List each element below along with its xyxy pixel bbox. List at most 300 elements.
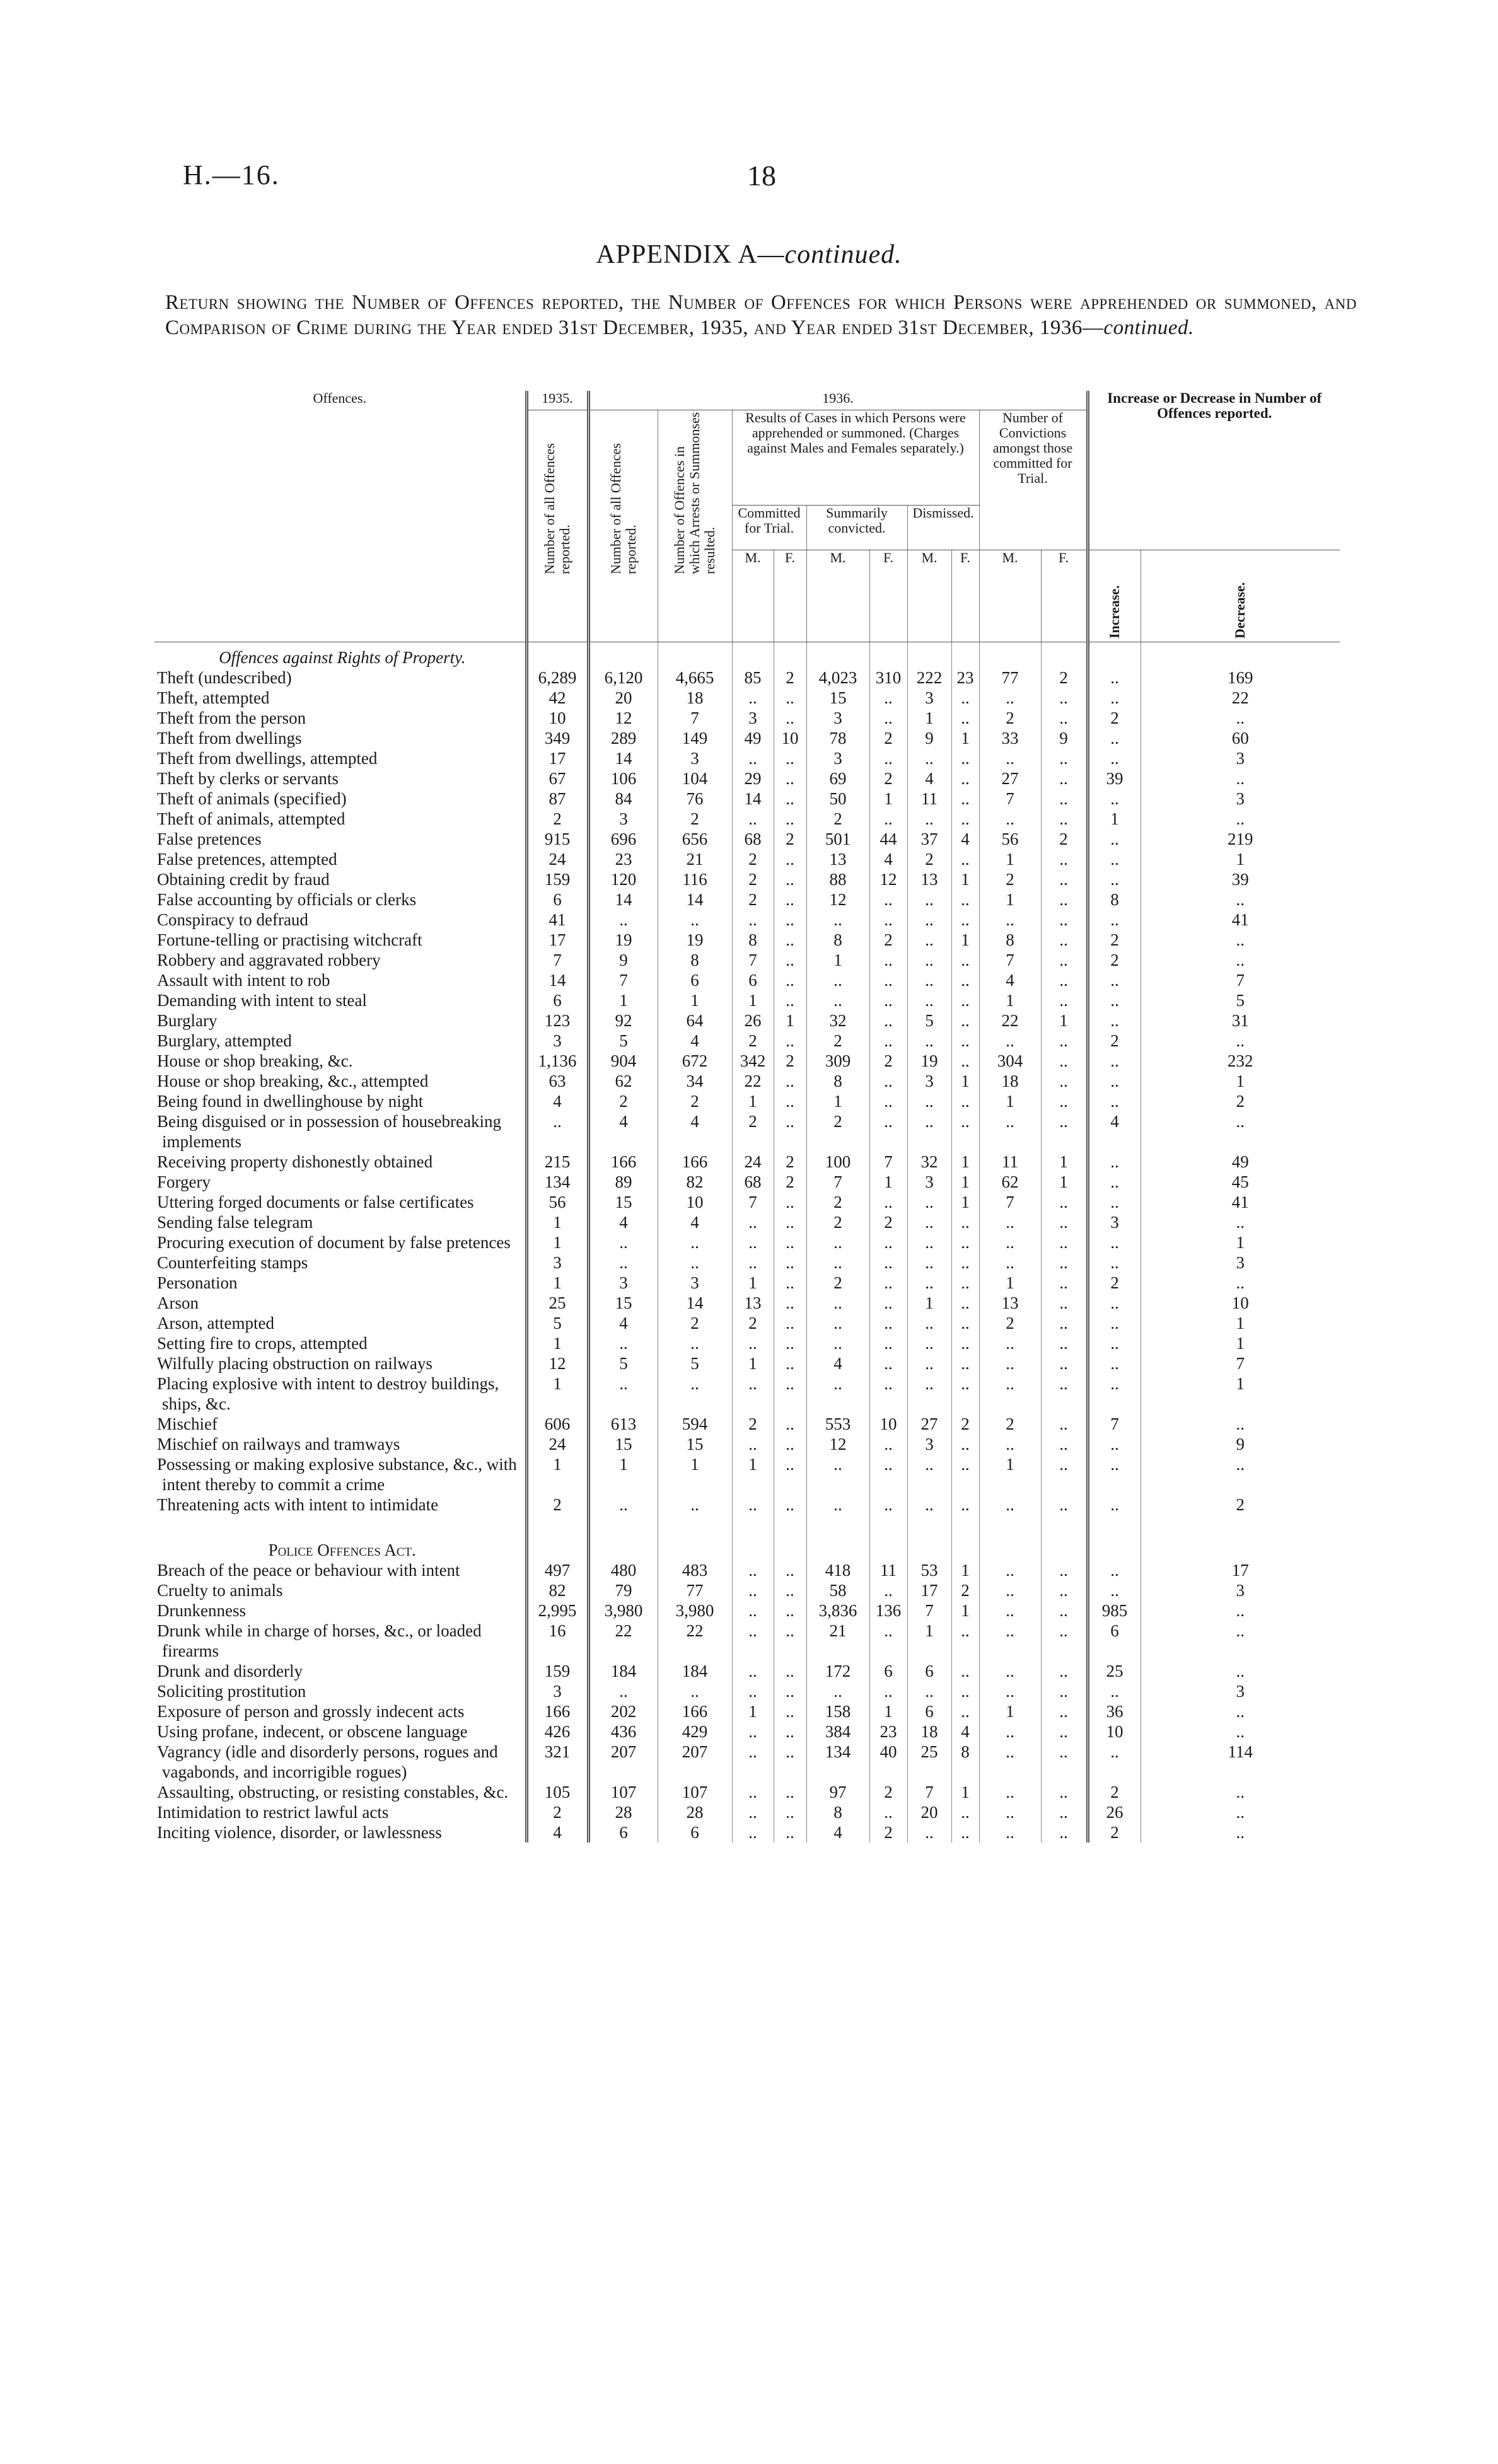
table-cell: .. (774, 1454, 806, 1495)
dismissed-header: Dismissed. (907, 506, 979, 550)
table-cell: 32 (806, 1010, 869, 1031)
table-cell: .. (1041, 789, 1088, 809)
table-cell: 656 (658, 829, 732, 849)
table-cell: 501 (806, 829, 869, 849)
table-row (154, 1333, 1340, 1353)
table-cell: .. (806, 1252, 869, 1273)
table-cell: 7 (907, 1782, 951, 1802)
table-cell: .. (907, 1111, 951, 1152)
table-cell: 8 (806, 1071, 869, 1091)
reported-1936-header: Number of all Offences reported. (588, 410, 658, 642)
offence-name: Arson, attempted (157, 1314, 274, 1333)
table-cell: .. (907, 1212, 951, 1232)
table-cell: .. (806, 1333, 869, 1353)
table-cell: 7 (732, 950, 774, 970)
table-cell: .. (732, 910, 774, 930)
table-cell: .. (732, 1374, 774, 1414)
table-cell: 2 (951, 1580, 979, 1600)
table-cell: .. (951, 1273, 979, 1293)
table-cell: .. (1141, 930, 1340, 950)
table-cell: .. (1088, 1232, 1141, 1252)
table-cell: 24 (526, 1434, 588, 1454)
table-cell: 10 (526, 708, 588, 728)
table-row (154, 1414, 1340, 1434)
table-cell: 4 (806, 1353, 869, 1374)
table-cell: .. (1088, 1293, 1141, 1313)
table-cell: .. (1041, 1802, 1088, 1822)
table-cell: 8 (732, 930, 774, 950)
table-cell: .. (774, 1031, 806, 1051)
table-cell: .. (907, 1454, 951, 1495)
table-cell: .. (951, 768, 979, 789)
page-identifier: H.—16. (183, 159, 280, 190)
table-cell: 1 (979, 1454, 1041, 1495)
table-cell: 100 (806, 1152, 869, 1172)
offence-name: Cruelty to animals (157, 1581, 283, 1600)
table-cell: 7 (979, 1192, 1041, 1212)
table-cell: 23 (588, 849, 658, 869)
table-cell: 37 (907, 829, 951, 849)
table-cell: .. (1141, 1701, 1340, 1721)
offence-name: Uttering forged documents or false certificates (157, 1193, 474, 1212)
table-cell: .. (1088, 1434, 1141, 1454)
table-cell: .. (774, 1721, 806, 1742)
table-row (154, 1701, 1340, 1721)
table-cell: 7 (1141, 1353, 1340, 1374)
table-cell: 2 (806, 1212, 869, 1232)
table-cell: 12 (869, 869, 907, 889)
table-cell: .. (1088, 869, 1141, 889)
table-row (154, 768, 1340, 789)
table-cell: .. (1041, 809, 1088, 829)
table-cell: 10 (1088, 1721, 1141, 1742)
table-row (154, 1212, 1340, 1232)
arrests-header: Number of Offences in which Arrests or Summonses resulted. (658, 410, 732, 642)
table-cell: .. (1141, 1802, 1340, 1822)
table-cell: .. (1141, 1212, 1340, 1232)
table-cell: 1 (658, 990, 732, 1010)
table-cell: .. (774, 1661, 806, 1681)
table-cell: 2 (732, 889, 774, 910)
table-cell: 10 (1141, 1293, 1340, 1313)
offence-name: Drunkenness (157, 1601, 246, 1620)
table-cell: .. (1088, 1374, 1141, 1414)
table-cell: .. (907, 1681, 951, 1701)
table-cell: 82 (658, 1172, 732, 1192)
table-cell: 14 (658, 889, 732, 910)
table-cell: 3 (1141, 1252, 1340, 1273)
section-title: Offences against Rights of Property. (219, 648, 466, 667)
table-cell: .. (1141, 1782, 1340, 1802)
table-cell: 3 (1088, 1212, 1141, 1232)
offence-name: Receiving property dishonestly obtained (157, 1152, 433, 1171)
table-row (154, 1721, 1340, 1742)
table-cell: .. (979, 1212, 1041, 1232)
offence-name: False pretences, attempted (157, 850, 337, 869)
table-cell: 15 (806, 688, 869, 708)
offence-name: Vagrancy (idle and disorderly persons, rogues and vagabonds, and incorrigible rogues) (157, 1742, 498, 1781)
table-cell: .. (774, 930, 806, 950)
table-cell: .. (869, 1495, 907, 1515)
table-cell: .. (774, 1252, 806, 1273)
table-cell: .. (774, 1600, 806, 1621)
table-cell: .. (1088, 849, 1141, 869)
table-cell: 5 (526, 1313, 588, 1333)
table-row (154, 688, 1340, 708)
table-cell: .. (774, 1333, 806, 1353)
table-cell: .. (951, 1051, 979, 1071)
table-cell: .. (1041, 849, 1088, 869)
table-row (154, 1822, 1340, 1842)
offence-name: Counterfeiting stamps (157, 1253, 308, 1272)
table-cell: 12 (526, 1353, 588, 1374)
table-cell: 289 (588, 728, 658, 748)
table-cell: 166 (526, 1701, 588, 1721)
table-cell: .. (951, 688, 979, 708)
offence-name: Procuring execution of document by false pretences (157, 1233, 511, 1252)
table-cell: .. (1088, 1192, 1141, 1212)
offence-name: Exposure of person and grossly indecent acts (157, 1702, 465, 1721)
decrease-header: Decrease. (1141, 550, 1340, 642)
table-cell: 28 (658, 1802, 732, 1822)
table-cell: 1 (526, 1374, 588, 1414)
table-cell: 25 (1088, 1661, 1141, 1681)
table-cell: 4 (526, 1091, 588, 1111)
table-cell: 1 (1041, 1172, 1088, 1192)
table-cell: .. (774, 1681, 806, 1701)
table-row (154, 1252, 1340, 1273)
summarily-f-header: F. (869, 550, 907, 642)
table-cell: .. (951, 1293, 979, 1313)
table-cell: .. (1088, 748, 1141, 768)
table-cell: 29 (732, 768, 774, 789)
table-cell: 26 (1088, 1802, 1141, 1822)
table-cell: .. (869, 1252, 907, 1273)
table-cell: .. (951, 910, 979, 930)
table-cell: .. (869, 910, 907, 930)
table-cell: 3 (907, 1071, 951, 1091)
offence-name: Using profane, indecent, or obscene language (157, 1722, 468, 1741)
table-cell: .. (1041, 1071, 1088, 1091)
table-cell: 215 (526, 1152, 588, 1172)
table-cell: .. (658, 910, 732, 930)
section-heading-row (154, 642, 1340, 668)
table-cell: 3 (907, 688, 951, 708)
table-cell: 13 (732, 1293, 774, 1313)
offences-column-header: Offences. (154, 391, 526, 642)
table-row (154, 1172, 1340, 1192)
table-cell: .. (806, 990, 869, 1010)
table-cell: .. (869, 1091, 907, 1111)
table-cell: .. (774, 1313, 806, 1333)
table-cell: .. (1141, 1600, 1340, 1621)
table-cell: 2 (1088, 930, 1141, 950)
table-cell: 32 (907, 1152, 951, 1172)
table-cell: .. (806, 1454, 869, 1495)
table-cell: .. (951, 809, 979, 829)
table-row (154, 1192, 1340, 1212)
table-cell: .. (951, 1091, 979, 1111)
table-cell: 4,665 (658, 668, 732, 688)
table-cell: .. (806, 1293, 869, 1313)
table-cell: 45 (1141, 1172, 1340, 1192)
table-cell: .. (774, 970, 806, 990)
table-cell: .. (1041, 950, 1088, 970)
table-cell: 696 (588, 829, 658, 849)
table-cell: .. (774, 768, 806, 789)
table-cell: .. (1141, 1621, 1340, 1661)
table-cell: .. (1041, 1681, 1088, 1701)
table-cell: .. (979, 910, 1041, 930)
table-cell: 15 (658, 1434, 732, 1454)
table-cell: 1 (588, 990, 658, 1010)
table-cell: 2 (979, 1313, 1041, 1333)
table-cell: .. (774, 1212, 806, 1232)
table-cell: 56 (979, 829, 1041, 849)
table-cell: 483 (658, 1560, 732, 1580)
table-cell: 4 (951, 1721, 979, 1742)
table-cell: 21 (658, 849, 732, 869)
increase-decrease-header: Increase or Decrease in Number of Offences reported. (1088, 391, 1340, 550)
appendix-title: APPENDIX A—continued. (596, 240, 902, 269)
table-cell: .. (774, 1111, 806, 1152)
table-cell: 3 (1141, 1681, 1340, 1701)
table-cell: .. (907, 1192, 951, 1212)
table-cell: 3 (526, 1252, 588, 1273)
table-cell: .. (732, 1495, 774, 1515)
table-cell: .. (774, 1742, 806, 1782)
offence-name: Theft of animals, attempted (157, 809, 345, 828)
table-cell: 184 (658, 1661, 732, 1681)
reported-1935-header: Number of all Offences reported. (526, 410, 588, 642)
table-cell: .. (979, 1580, 1041, 1600)
table-cell: .. (907, 910, 951, 930)
table-cell: 18 (979, 1071, 1041, 1091)
table-cell: 480 (588, 1560, 658, 1580)
table-cell: 2 (774, 668, 806, 688)
table-cell: 7 (979, 950, 1041, 970)
table-cell: 12 (588, 708, 658, 728)
table-cell: 2 (526, 1495, 588, 1515)
table-cell: .. (1088, 1172, 1141, 1192)
table-cell: 24 (732, 1152, 774, 1172)
table-cell: 36 (1088, 1701, 1141, 1721)
table-cell: .. (588, 1333, 658, 1353)
table-cell: 134 (526, 1172, 588, 1192)
table-cell: 2 (979, 708, 1041, 728)
table-cell: 76 (658, 789, 732, 809)
table-cell: 149 (658, 728, 732, 748)
table-cell: 1 (951, 1152, 979, 1172)
table-cell: 1 (1141, 1232, 1340, 1252)
table-cell: .. (732, 1782, 774, 1802)
table-cell: .. (869, 950, 907, 970)
table-cell: 8 (951, 1742, 979, 1782)
table-cell: 2 (732, 1111, 774, 1152)
table-cell: .. (774, 1071, 806, 1091)
table-cell: .. (774, 809, 806, 829)
table-cell: 2 (1041, 829, 1088, 849)
table-cell: 1 (1141, 1374, 1340, 1414)
table-cell: .. (1041, 1434, 1088, 1454)
table-cell: .. (869, 889, 907, 910)
table-cell: 1 (951, 1600, 979, 1621)
table-cell: 1 (907, 1621, 951, 1661)
table-cell: 497 (526, 1560, 588, 1580)
table-cell: 202 (588, 1701, 658, 1721)
table-cell: 2 (806, 1111, 869, 1152)
table-cell: .. (1041, 1051, 1088, 1071)
table-cell: 25 (907, 1742, 951, 1782)
table-cell: .. (1141, 1111, 1340, 1152)
table-cell: .. (774, 1273, 806, 1293)
table-cell: 2 (732, 849, 774, 869)
table-cell: .. (907, 889, 951, 910)
table-cell: .. (732, 1822, 774, 1842)
table-cell: 17 (526, 930, 588, 950)
table-cell: .. (774, 708, 806, 728)
table-cell: 6 (658, 1822, 732, 1842)
table-cell: 2 (806, 1192, 869, 1212)
table-cell: .. (869, 1192, 907, 1212)
table-cell: 159 (526, 869, 588, 889)
offence-name: Burglary (157, 1011, 218, 1030)
table-cell: 1 (526, 1333, 588, 1353)
table-row (154, 1681, 1340, 1701)
table-cell: .. (732, 1721, 774, 1742)
table-cell: .. (979, 1600, 1041, 1621)
table-cell: 1 (658, 1454, 732, 1495)
table-cell: .. (979, 1802, 1041, 1822)
offence-name: Theft, attempted (157, 688, 270, 707)
table-cell: 24 (526, 849, 588, 869)
table-cell: 232 (1141, 1051, 1340, 1071)
offence-name: Burglary, attempted (157, 1031, 292, 1050)
table-row (154, 1454, 1340, 1495)
table-cell: .. (806, 1313, 869, 1333)
table-cell: 5 (658, 1353, 732, 1374)
table-cell: 4,023 (806, 668, 869, 688)
table-cell: 6 (526, 990, 588, 1010)
table-cell: 77 (979, 668, 1041, 688)
table-cell: 20 (588, 688, 658, 708)
table-cell: 1 (907, 1293, 951, 1313)
table-cell: 2 (1141, 1091, 1340, 1111)
table-cell: 4 (526, 1822, 588, 1842)
table-cell: 2 (1041, 668, 1088, 688)
table-row (154, 1071, 1340, 1091)
table-cell: 87 (526, 789, 588, 809)
table-cell: 15 (588, 1192, 658, 1212)
table-cell: 1 (951, 1192, 979, 1212)
table-cell: 1 (951, 1071, 979, 1091)
table-cell: .. (1041, 1091, 1088, 1111)
table-cell: .. (1041, 1212, 1088, 1232)
table-cell: 8 (1088, 889, 1141, 910)
table-cell: 304 (979, 1051, 1041, 1071)
table-cell: .. (907, 970, 951, 990)
table-cell: 1 (806, 950, 869, 970)
table-cell: .. (1088, 1051, 1141, 1071)
table-cell: 62 (979, 1172, 1041, 1192)
table-cell: .. (951, 789, 979, 809)
table-cell: .. (732, 809, 774, 829)
table-cell: 68 (732, 1172, 774, 1192)
table-cell: .. (907, 1252, 951, 1273)
table-cell: 7 (907, 1600, 951, 1621)
table-cell: .. (979, 1621, 1041, 1661)
table-cell: 321 (526, 1742, 588, 1782)
table-cell: 429 (658, 1721, 732, 1742)
table-cell: 136 (869, 1600, 907, 1621)
table-cell: 7 (732, 1192, 774, 1212)
table-cell: 9 (1141, 1434, 1340, 1454)
table-cell: 2 (869, 1212, 907, 1232)
table-cell: 15 (588, 1434, 658, 1454)
table-cell: .. (869, 1621, 907, 1661)
table-cell: .. (774, 889, 806, 910)
table-cell: .. (951, 1822, 979, 1842)
table-cell: .. (774, 1621, 806, 1661)
table-cell: 207 (658, 1742, 732, 1782)
table-cell: 64 (658, 1010, 732, 1031)
table-cell: 553 (806, 1414, 869, 1434)
table-cell: 4 (588, 1212, 658, 1232)
table-cell: 58 (806, 1580, 869, 1600)
table-cell: 1 (951, 1172, 979, 1192)
table-cell: .. (979, 688, 1041, 708)
table-cell: 3 (732, 708, 774, 728)
offence-name: Fortune-telling or practising witchcraft (157, 930, 422, 949)
table-cell: .. (1088, 1580, 1141, 1600)
table-cell: .. (1041, 1111, 1088, 1152)
table-cell: .. (907, 748, 951, 768)
table-cell: .. (774, 1414, 806, 1434)
table-cell: .. (1041, 748, 1088, 768)
table-cell: 6,120 (588, 668, 658, 688)
table-cell: 2 (774, 1051, 806, 1071)
table-cell: .. (732, 748, 774, 768)
section-title: Police Offences Act. (268, 1541, 416, 1559)
table-cell: .. (979, 1560, 1041, 1580)
table-cell: 2 (869, 1822, 907, 1842)
table-cell: .. (806, 1681, 869, 1701)
table-cell: 1 (979, 1701, 1041, 1721)
table-cell: 69 (806, 768, 869, 789)
table-cell: 1 (732, 1454, 774, 1495)
table-cell: .. (526, 1111, 588, 1152)
table-cell: 53 (907, 1560, 951, 1580)
dismissed-f-header: F. (951, 550, 979, 642)
table-cell: 4 (588, 1111, 658, 1152)
table-cell: .. (869, 1374, 907, 1414)
table-cell: .. (951, 1031, 979, 1051)
offence-name: Mischief (157, 1414, 218, 1433)
table-cell: .. (1041, 1495, 1088, 1515)
table-cell: 23 (869, 1721, 907, 1742)
table-row (154, 1111, 1340, 1152)
offence-name: Assaulting, obstructing, or resisting constables, &c. (157, 1783, 509, 1802)
table-heading: Return showing the Number of Offences reported, the Number of Offences for which Persons were apprehended or summoned, and Comparison of Crime during the Year ended 31st December, 1935, and Year ended 31st December, 1936—continued. (165, 291, 1357, 339)
table-cell: 7 (979, 789, 1041, 809)
table-cell: 7 (588, 970, 658, 990)
table-cell: .. (869, 1293, 907, 1313)
table-cell: 418 (806, 1560, 869, 1580)
table-cell: .. (979, 1661, 1041, 1681)
table-cell: 13 (979, 1293, 1041, 1313)
table-cell: 9 (1041, 728, 1088, 748)
table-cell: .. (1141, 708, 1340, 728)
